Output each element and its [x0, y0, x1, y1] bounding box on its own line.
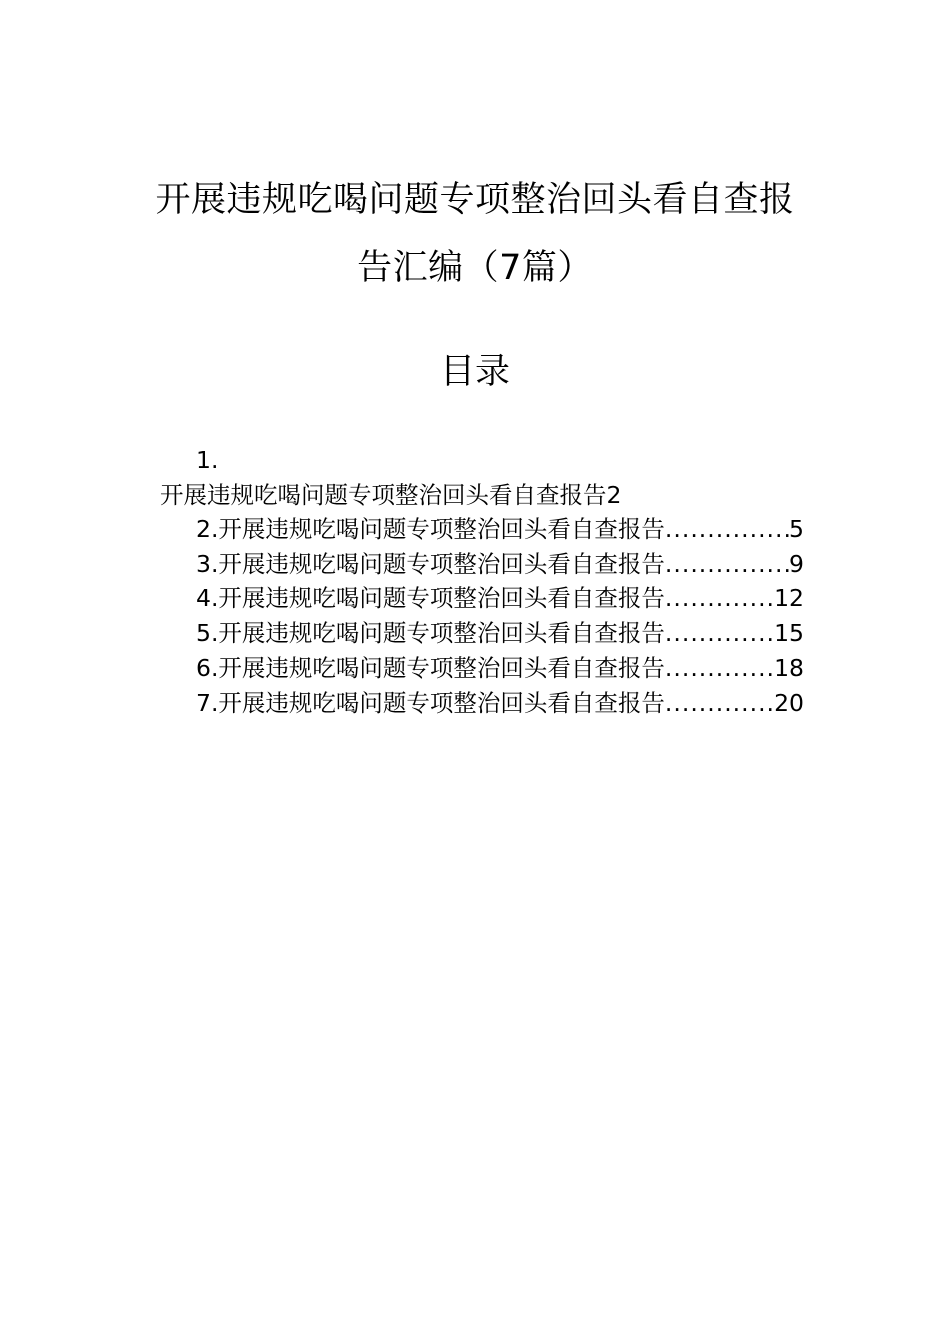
toc-item-1[interactable] — [160, 480, 621, 510]
toc-item-page: 15 — [774, 619, 804, 647]
toc-item-6[interactable] — [196, 653, 804, 683]
toc-item-label: 2.开展违规吃喝问题专项整治回头看自查报告 — [196, 515, 665, 543]
dot-leader — [665, 583, 774, 613]
dot-leader — [665, 618, 774, 648]
toc-item-1-number[interactable]: 1. — [196, 446, 219, 474]
toc-item-label: 7.开展违规吃喝问题专项整治回头看自查报告 — [196, 689, 665, 717]
toc-item-page: 18 — [774, 654, 804, 682]
toc-item-page: 9 — [789, 550, 804, 578]
toc-item-4[interactable] — [196, 583, 804, 613]
dot-leader — [665, 514, 789, 544]
toc-item-label: 4.开展违规吃喝问题专项整治回头看自查报告 — [196, 584, 665, 612]
dot-leader — [665, 653, 774, 683]
toc-item-1-page: 2 — [606, 481, 622, 509]
toc-item-2[interactable] — [196, 514, 804, 544]
toc-item-label: 6.开展违规吃喝问题专项整治回头看自查报告 — [196, 654, 665, 682]
toc-item-7[interactable] — [196, 688, 804, 718]
toc-item-3[interactable] — [196, 549, 804, 579]
toc-item-page: 5 — [789, 515, 804, 543]
toc-item-5[interactable] — [196, 618, 804, 648]
toc-heading: 目录 — [439, 352, 510, 392]
dot-leader — [665, 688, 774, 718]
toc-item-page: 12 — [774, 584, 804, 612]
document-title-line-1: 开展违规吃喝问题专项整治回头看自查报 — [155, 180, 795, 220]
dot-leader — [665, 549, 789, 579]
toc-item-page: 20 — [774, 689, 804, 717]
toc-item-label: 3.开展违规吃喝问题专项整治回头看自查报告 — [196, 550, 665, 578]
toc-item-1-label: 开展违规吃喝问题专项整治回头看自查报告 — [160, 481, 607, 509]
toc-item-label: 5.开展违规吃喝问题专项整治回头看自查报告 — [196, 619, 665, 647]
document-title-line-2: 告汇编（7篇） — [357, 248, 593, 288]
